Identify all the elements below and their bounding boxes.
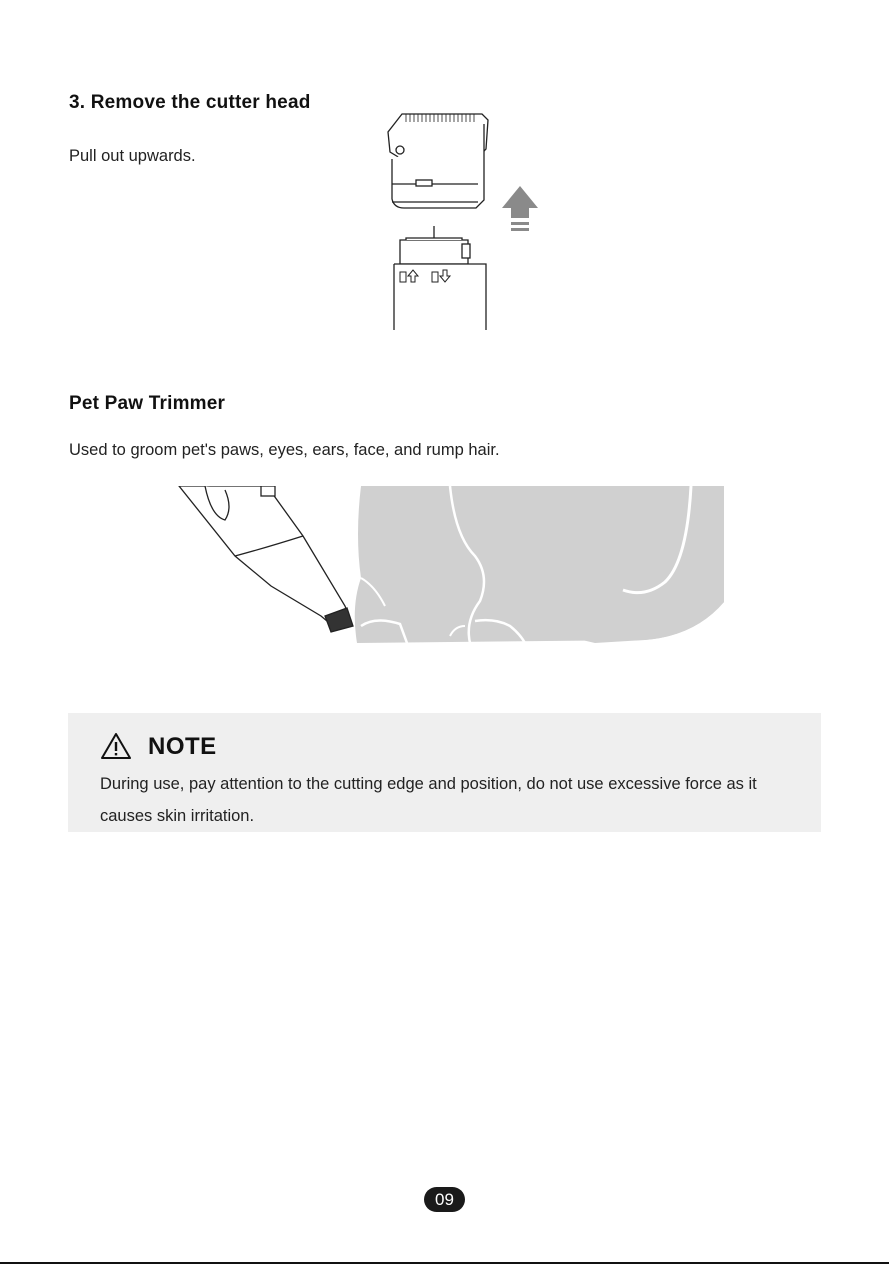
section-text-pull-out: Pull out upwards. xyxy=(69,147,196,165)
note-box xyxy=(68,713,821,832)
section-title-remove-cutter-head: 3. Remove the cutter head xyxy=(69,92,311,113)
warning-triangle-icon xyxy=(100,732,132,760)
bottom-rule xyxy=(0,1262,889,1264)
section-title-pet-paw-trimmer: Pet Paw Trimmer xyxy=(69,393,226,414)
page-number: 09 xyxy=(424,1187,465,1212)
section-text-usage: Used to groom pet's paws, eyes, ears, face, and rump hair. xyxy=(69,441,500,459)
note-text: During use, pay attention to the cutting edge and position, do not use excessive force as it causes skin irritation. xyxy=(100,775,757,825)
cutter-head-removal-illustration xyxy=(380,104,550,330)
paw-trimmer-illustration xyxy=(175,486,726,643)
note-title: NOTE xyxy=(148,733,217,760)
